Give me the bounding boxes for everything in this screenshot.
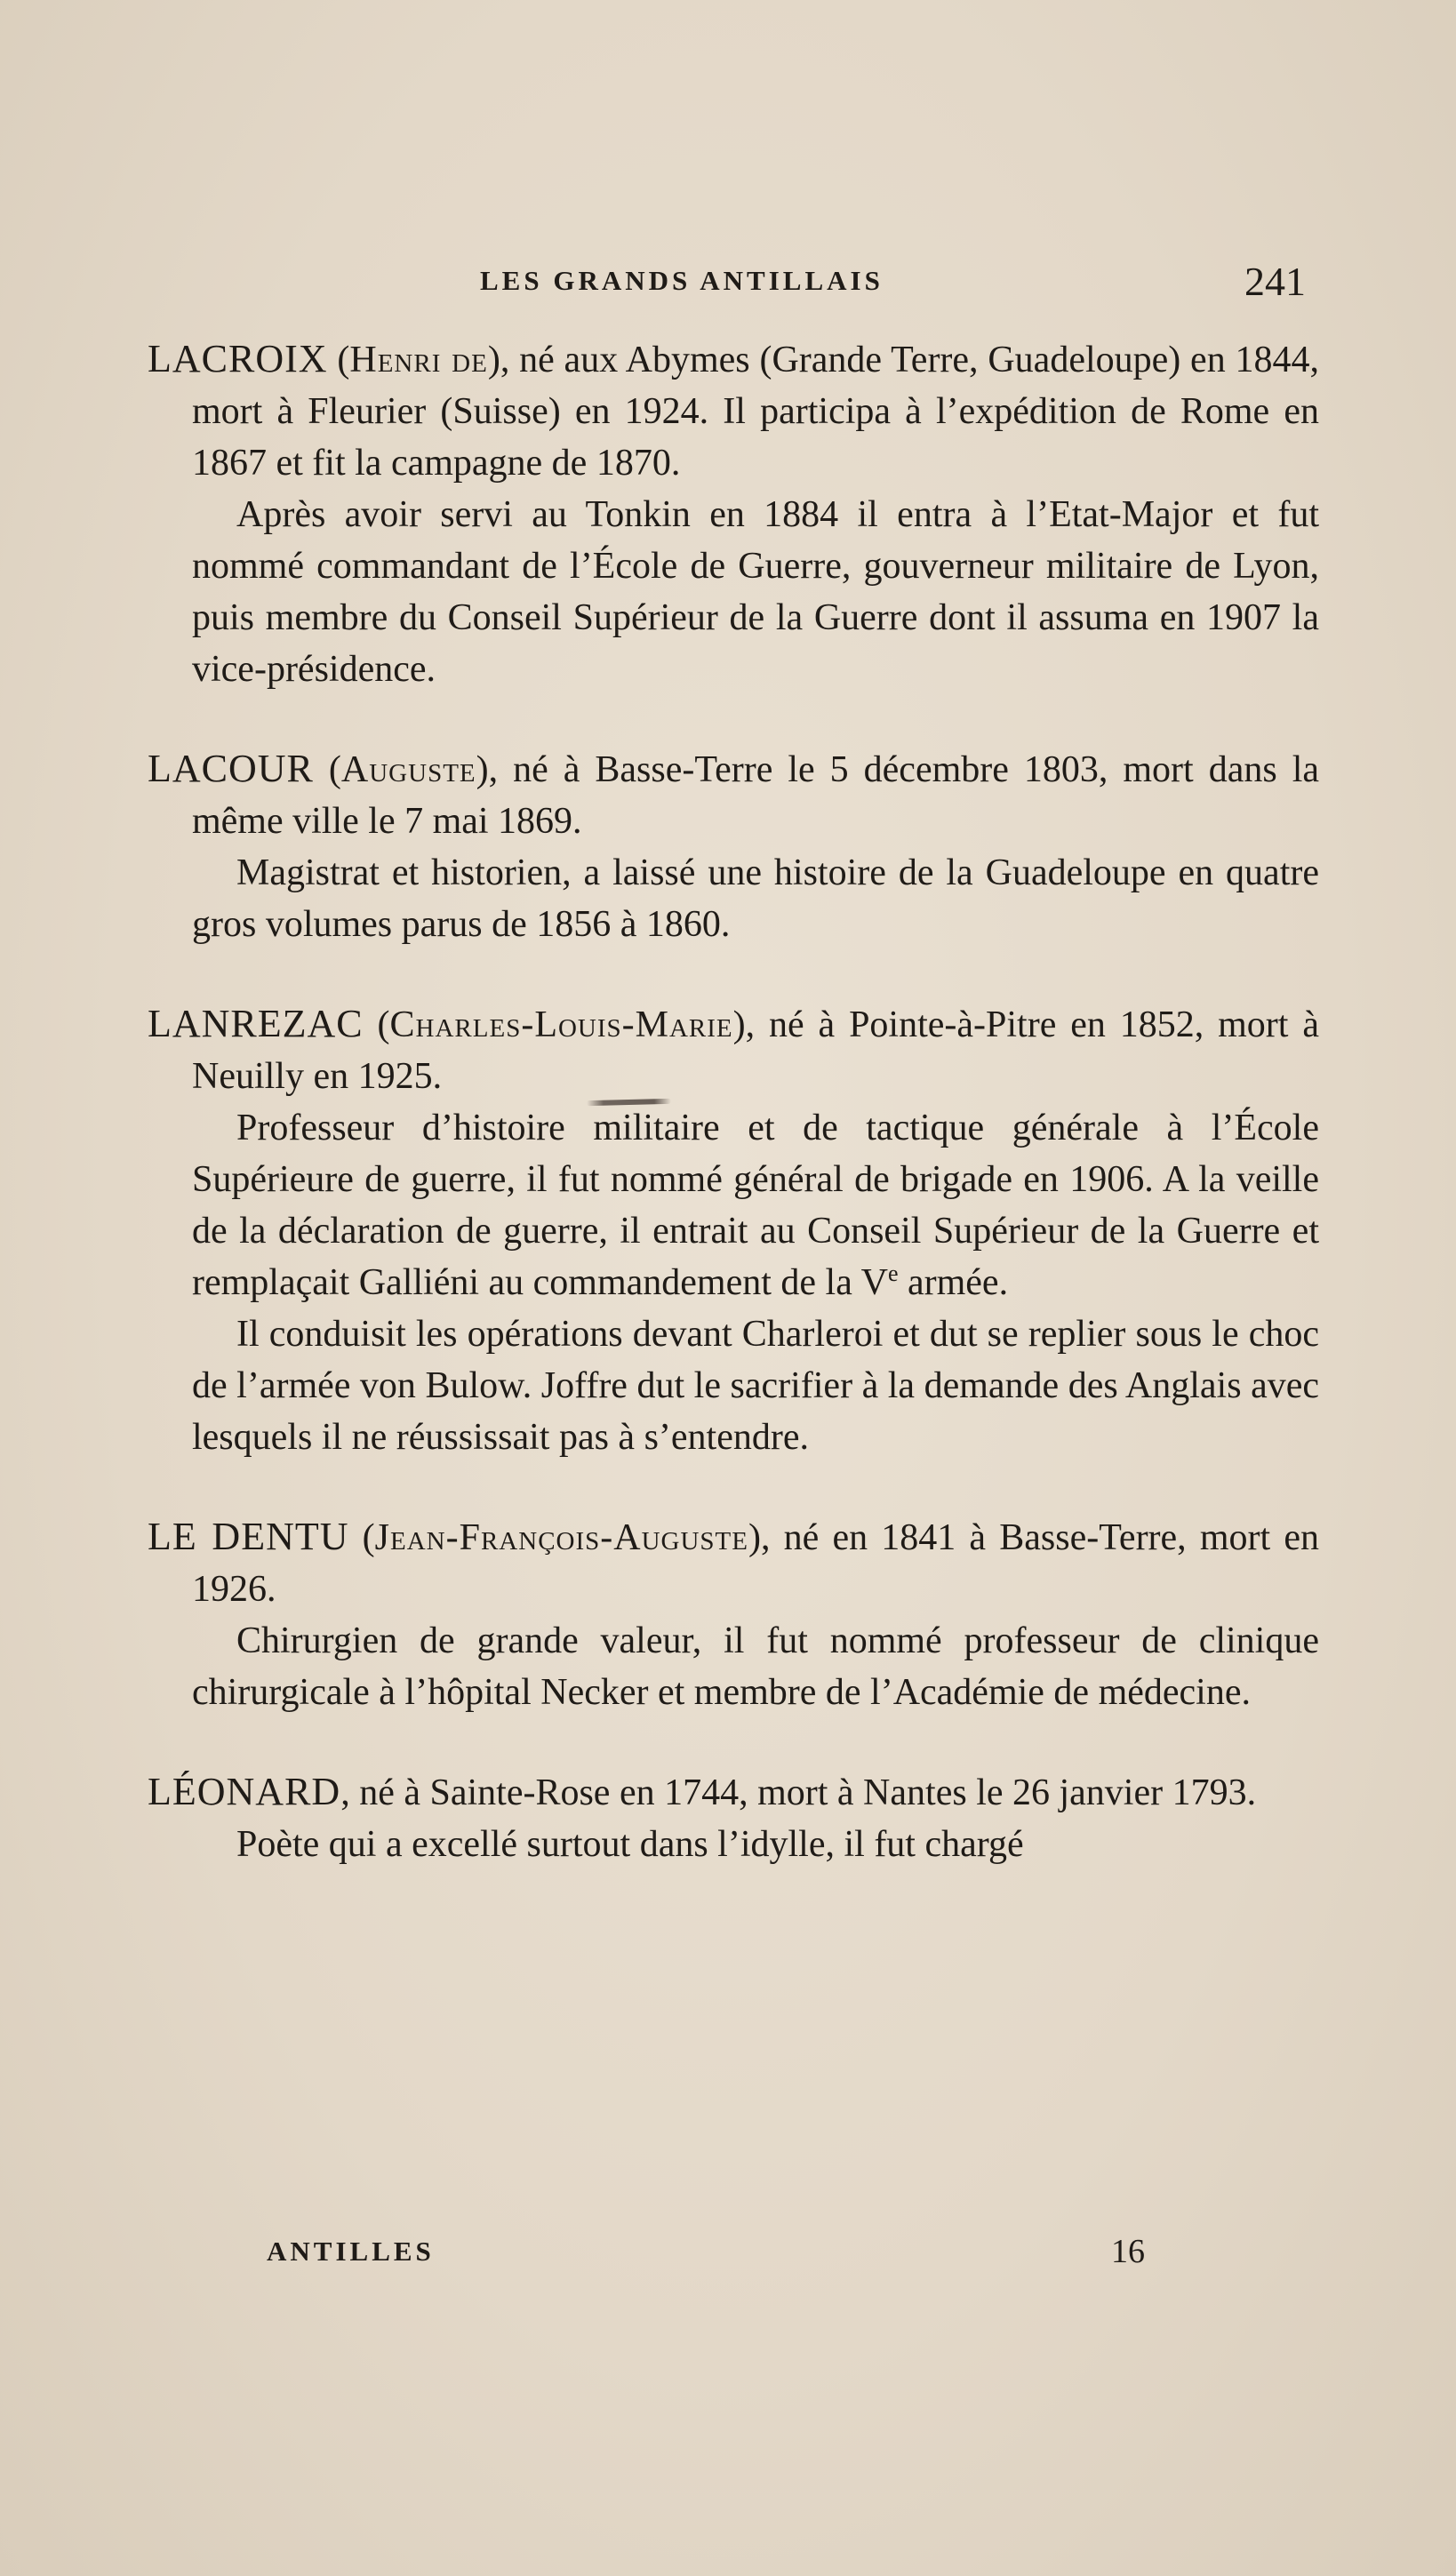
entry-leonard xyxy=(148,1766,1319,1870)
entry-heading: LACROIX (Henri de), né aux Abymes (Grande Terre, Guadeloupe) en 1844, mort à Fleurier (Suisse) en 1924. Il participa à l’expédition de Rome en 1867 et fit la campagne de 1870. xyxy=(148,337,1319,484)
entry-le-dentu xyxy=(148,1511,1319,1718)
entry-given-name: Auguste xyxy=(340,749,476,790)
entry-given-name: Jean-François-Auguste xyxy=(374,1517,748,1558)
page-content xyxy=(148,333,1319,1918)
entry-paragraph xyxy=(148,1102,1319,1308)
page-number: 241 xyxy=(1244,259,1306,304)
entry-paragraph: Après avoir servi au Tonkin en 1884 il entra à l’Etat-Major et fut nommé commandant de l’École de Guerre, gouverneur militaire de Lyon, puis membre du Conseil Supérieur de la Guerre dont il assuma en 1907 la vice-présidence. xyxy=(192,494,1319,690)
entry-heading-text: , né aux Abymes (Grande Terre, Guadeloupe) en 1844, mort à Fleurier (Suisse) en 1924. Il participa à l’expédition de Rome en 1867 et fit la campagne de 1870. xyxy=(192,340,1319,484)
entry-paragraph: Poète qui a excellé surtout dans l’idylle, il fut chargé xyxy=(236,1824,1024,1865)
entry-lacroix xyxy=(148,333,1319,695)
entry-heading-text: , né à Sainte-Rose en 1744, mort à Nantes le 26 janvier 1793. xyxy=(340,1772,1257,1813)
entry-heading: LANREZAC (Charles-Louis-Marie), né à Pointe-à-Pitre en 1852, mort à Neuilly en 1925. xyxy=(148,1002,1319,1097)
entry-heading: LE DENTU (Jean-François-Auguste), né en 1841 à Basse-Terre, mort en 1926. xyxy=(148,1515,1319,1610)
running-header xyxy=(0,258,1456,302)
entry-given-name: Charles-Louis-Marie xyxy=(389,1004,733,1045)
entry-given-name: Henri de xyxy=(349,340,488,380)
entry-surname: LE DENTU xyxy=(148,1515,349,1558)
entry-heading xyxy=(148,1766,1319,1819)
entry-surname: LANREZAC xyxy=(148,1002,364,1045)
entry-heading: LACOUR (Auguste), né à Basse-Terre le 5 décembre 1803, mort dans la même ville le 7 mai 1869. xyxy=(148,747,1319,842)
entry-heading-text: , né en 1841 à Basse-Terre, mort en 1926. xyxy=(192,1517,1319,1610)
entry-paragraph: Magistrat et historien, a laissé une histoire de la Guadeloupe en quatre gros volumes parus de 1856 à 1860. xyxy=(192,852,1319,945)
signature-title: ANTILLES xyxy=(267,2236,435,2267)
ordinal-superscript: e xyxy=(887,1260,899,1286)
entry-paragraph-text: Professeur d’histoire militaire et de tactique générale à l’École Supérieure de guerre, il fut nommé général de brigade en 1906. A la veille de la déclaration de guerre, il entrait au Conseil Supérieur de la Guerre et remplaçait Galliéni au commandement de la V xyxy=(192,1108,1319,1303)
entry-heading-text: , né à Basse-Terre le 5 décembre 1803, mort dans la même ville le 7 mai 1869. xyxy=(192,749,1319,842)
entry-heading-text: , né à Pointe-à-Pitre en 1852, mort à Neuilly en 1925. xyxy=(192,1004,1319,1097)
entry-paragraph: Il conduisit les opérations devant Charleroi et dut se replier sous le choc de l’armée von Bulow. Joffre dut le sacrifier à la demande des Anglais avec lesquels il ne réussissait pas à s’entendre. xyxy=(192,1314,1319,1458)
running-title: LES GRANDS ANTILLAIS xyxy=(480,265,884,296)
entry-surname: LACROIX xyxy=(148,337,328,380)
entry-lacour xyxy=(148,743,1319,950)
printer-signature xyxy=(267,2233,1200,2280)
entry-surname: LACOUR xyxy=(148,747,314,790)
entry-paragraph-tail: armée. xyxy=(898,1262,1009,1303)
entry-lanrezac xyxy=(148,998,1319,1463)
entry-surname: LÉONARD xyxy=(148,1770,341,1813)
signature-number: 16 xyxy=(1111,2233,1145,2270)
entry-paragraph: Chirurgien de grande valeur, il fut nommé professeur de clinique chirurgicale à l’hôpital Necker et membre de l’Académie de médecine. xyxy=(192,1620,1319,1713)
